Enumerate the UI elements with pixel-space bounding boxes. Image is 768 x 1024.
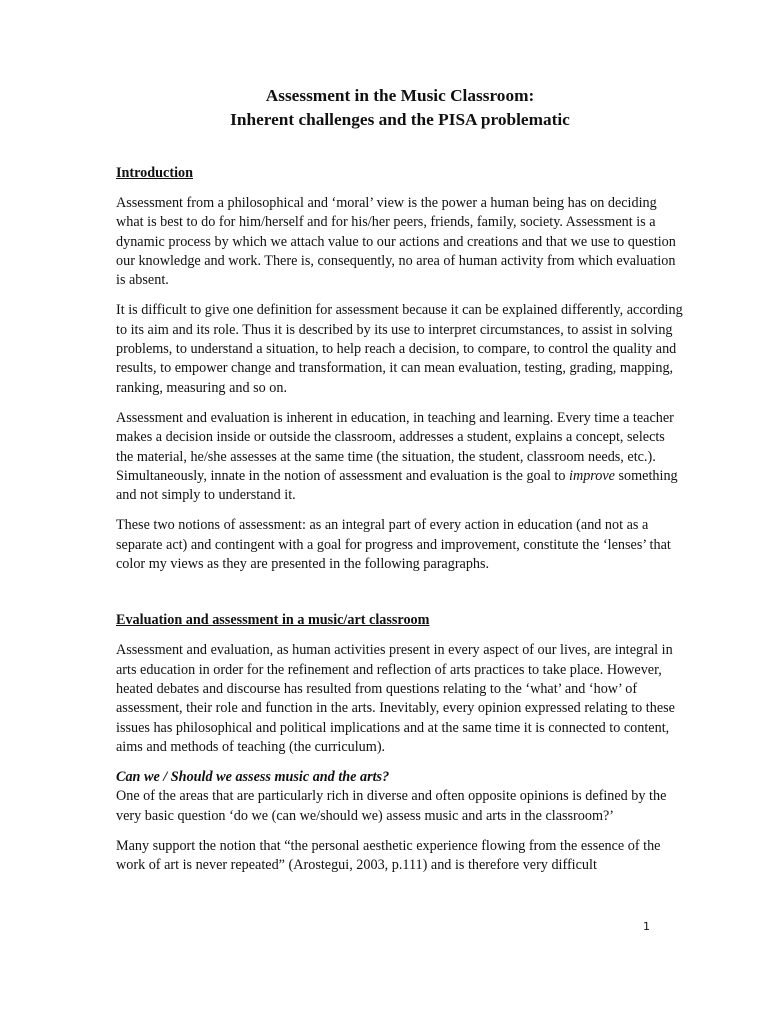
evaluation-paragraph-3: Many support the notion that “the personal aesthetic experience flowing from the essence of the work of art is never repeated” (Arostegui, 2003, p.111) and is therefore very difficult (116, 838, 661, 874)
subheading-assess-music: Can we / Should we assess music and the arts? (116, 769, 390, 786)
intro-paragraph-4: These two notions of assessment: as an integral part of every action in education (and not as a separate act) and contingent with a goal for progress and improvement, constitute the ‘lenses’ that color my views as they are presented in the following paragraphs. (116, 517, 671, 573)
document-title (116, 84, 684, 132)
intro-paragraph-3-text: Assessment and evaluation is inherent in education, in teaching and learning. Every time a teacher makes a decision inside or outside the classroom, addresses a student, explains a concept, selects the material, he/she assesses at the same time (the situation, the student, classroom needs, etc.). Simultaneously, innate in the notion of assessment and evaluation is the goal to (116, 409, 674, 484)
intro-paragraph-3 (116, 409, 684, 505)
intro-paragraph-3-text-end: something and not simply to understand it. (116, 467, 678, 504)
title-line-1: Assessment in the Music Classroom: (265, 86, 535, 105)
emphasis-improve: improve (569, 467, 615, 484)
page-number: 1 (643, 920, 650, 933)
section-heading-introduction: Introduction (116, 165, 193, 181)
title-line-2: Inherent challenges and the PISA problematic (230, 110, 570, 129)
evaluation-paragraph-1: Assessment and evaluation, as human activities present in every aspect of our lives, are integral in arts education in order for the refinement and reflection of arts practices to take place. However, heated debates and discourse has resulted from questions relating to the ‘what’ and ‘how’ of assessment, their role and function in the arts. Inevitably, every opinion expressed relating to these issues has philosophical and political implications and at the same time it is connected to content, aims and methods of teaching (the curriculum). (116, 642, 675, 755)
evaluation-paragraph-2: One of the areas that are particularly rich in diverse and often opposite opinions is defined by the very basic question ‘do we (can we/should we) assess music and arts in the classroom?’ (116, 788, 667, 824)
intro-paragraph-2: It is difficult to give one definition for assessment because it can be explained differently, according to its aim and its role. Thus it is described by its use to interpret circumstances, to assist in solving problems, to understand a situation, to help reach a decision, to compare, to control the quality and results, to empower change and transformation, it can mean evaluation, testing, grading, mapping, ranking, measuring and so on. (116, 302, 683, 396)
intro-paragraph-1: Assessment from a philosophical and ‘moral’ view is the power a human being has on deciding what is best to do for him/herself and for his/her peers, friends, family, society. Assessment is a dynamic process by which we attach value to our actions and creations and that we use to question our knowledge and work. There is, consequently, no area of human activity from which evaluation is absent. (116, 195, 676, 289)
section-spacer (116, 585, 684, 611)
section-heading-evaluation: Evaluation and assessment in a music/art classroom (116, 612, 430, 629)
